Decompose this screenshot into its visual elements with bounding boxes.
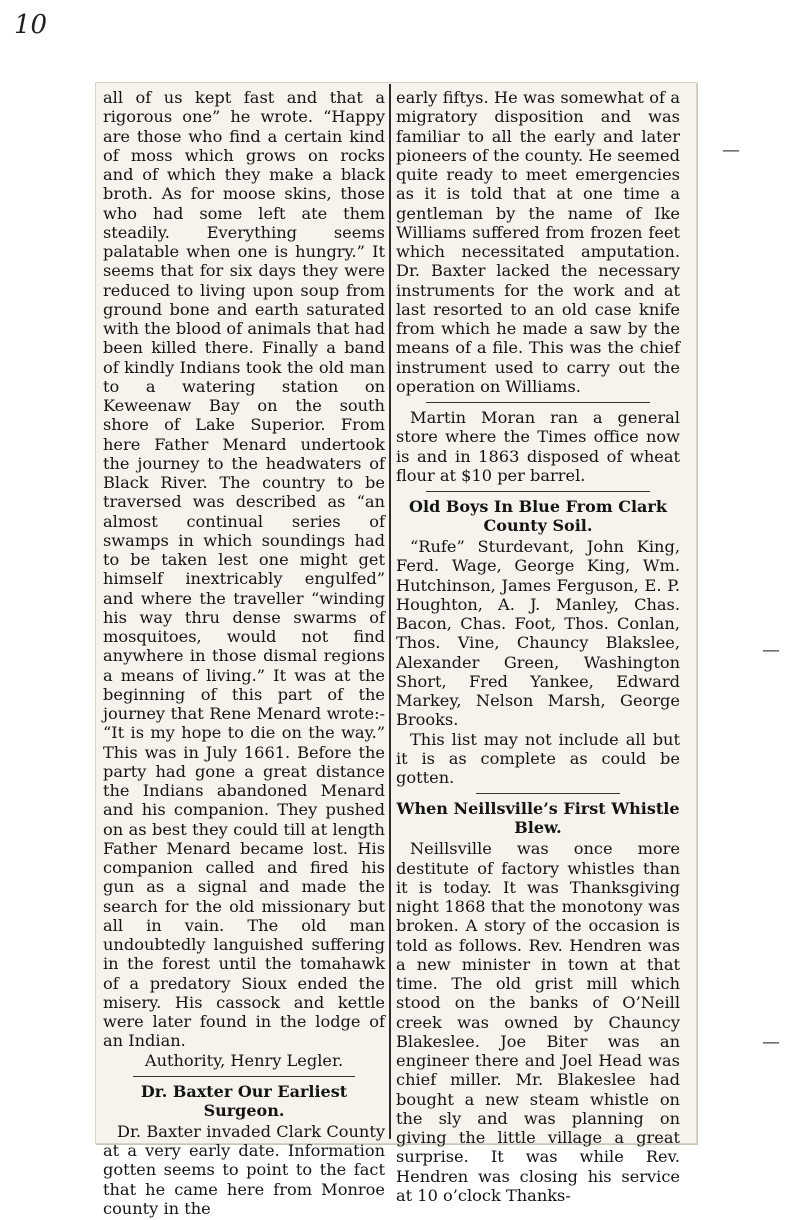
names-note: This list may not include all but it is as complete as could be gotten. (396, 729, 680, 787)
moran-text: Martin Moran ran a general store where the Times office now is and in 1863 disposed of wheat flour at $10 per barrel. (396, 408, 680, 485)
menard-story-text: all of us kept fast and that a rigorous one” he wrote. “Happy are those who find a certain kind of moss which grows on rocks and of which they make a black broth. As for moose skins, those who had some left ate them steadily. Everything seems palatable when one is hungry.” It seems that for six days they were reduced to living upon soup from ground bone and earth saturated with the blood of animals that had been killed there. Finally a band of kindly Indians took the old man to a watering station on Keweenaw Bay on the south shore of Lake Superior. From here Father Menard undertook the journey to the headwaters of Black River. The country to be traversed was described as “an almost continual series of swamps in which soundings had to be taken lest one might get himself inextricably engulfed” and where the traveller “winding his way thru dense swarms of mosquitoes, would not find anywhere in those dismal regions a means of living.” It was at the beginning of this part of the journey that Rene Menard wrote:- “It is my hope to die on the way.” This was in July 1661. Before the party had gone a great distance the Indians abandoned Menard and his companion. They pushed on as best they could till at length Father Menard became lost. His companion called and fired his gun as a signal and made the search for the old missionary but all in vain. The old man undoubtedly languished suffering in the forest until the tomahawk of a predatory Sioux ended the misery. His cassock and kettle were later found in the lodge of an Indian. (103, 88, 385, 1051)
right-column (396, 88, 680, 1205)
whistle-story-text: Neillsville was once more destitute of factory whistles than it is today. It was Thanksgiving night 1868 that the monotony was broken. A story of the occasion is told as follows. Rev. Hendren was a new minister in town at that time. The old grist mill which stood on the banks of O’Neill creek was owned by Chauncy Blakeslee. Joe Biter was an engineer there and Joel Head was chief miller. Mr. Blakeslee had bought a new steam whistle on the sly and was planning on giving the little village a great surprise. It was while Rev. Hendren was closing his service at 10 o’clock Thanks- (396, 839, 680, 1205)
baxter-story-text: Dr. Baxter invaded Clark County at a very early date. Information gotten seems to point to the fact that he came here from Monroe county in the (103, 1121, 385, 1218)
headline-whistle: When Neillsville’s First Whistle Blew. (396, 799, 680, 838)
margin-mark: — (762, 1032, 780, 1053)
section-rule (426, 402, 650, 403)
baxter-continuation-text: early fiftys. He was somewhat of a migratory disposition and was familiar to all the early and later pioneers of the county. He seemed quite ready to meet emergencies as it is told that at one time a gentleman by the name of Ike Williams suffered from frozen feet which necessitated amputation. Dr. Baxter lacked the necessary instruments for the work and at last resorted to an old case knife from which he made a saw by the means of a file. This was the chief instrument used to carry out the operation on Williams. (396, 88, 680, 396)
column-divider (389, 84, 391, 1139)
headline-baxter: Dr. Baxter Our Earliest Surgeon. (140, 1081, 348, 1120)
headline-old-boys: Old Boys In Blue From Clark County Soil. (409, 497, 667, 535)
byline: Authority, Henry Legler. (144, 1050, 344, 1070)
section-rule (476, 793, 620, 794)
left-column (103, 88, 385, 1218)
section-rule (133, 1076, 355, 1077)
margin-mark: — (722, 140, 740, 161)
section-rule (426, 491, 650, 492)
page-number: 10 (14, 10, 48, 40)
names-list: “Rufe” Sturdevant, John King, Ferd. Wage, George King, Wm. Hutchinson, James Ferguson, E. P. Houghton, A. J. Manley, Chas. Bacon, Chas. Foot, Thos. Conlan, Thos. Vine, Chauncy Blakslee, Alexander Green, Washington Short, Fred Yankee, Edward Markey, Nelson Marsh, George Brooks. (396, 537, 680, 730)
margin-mark: — (762, 640, 780, 661)
